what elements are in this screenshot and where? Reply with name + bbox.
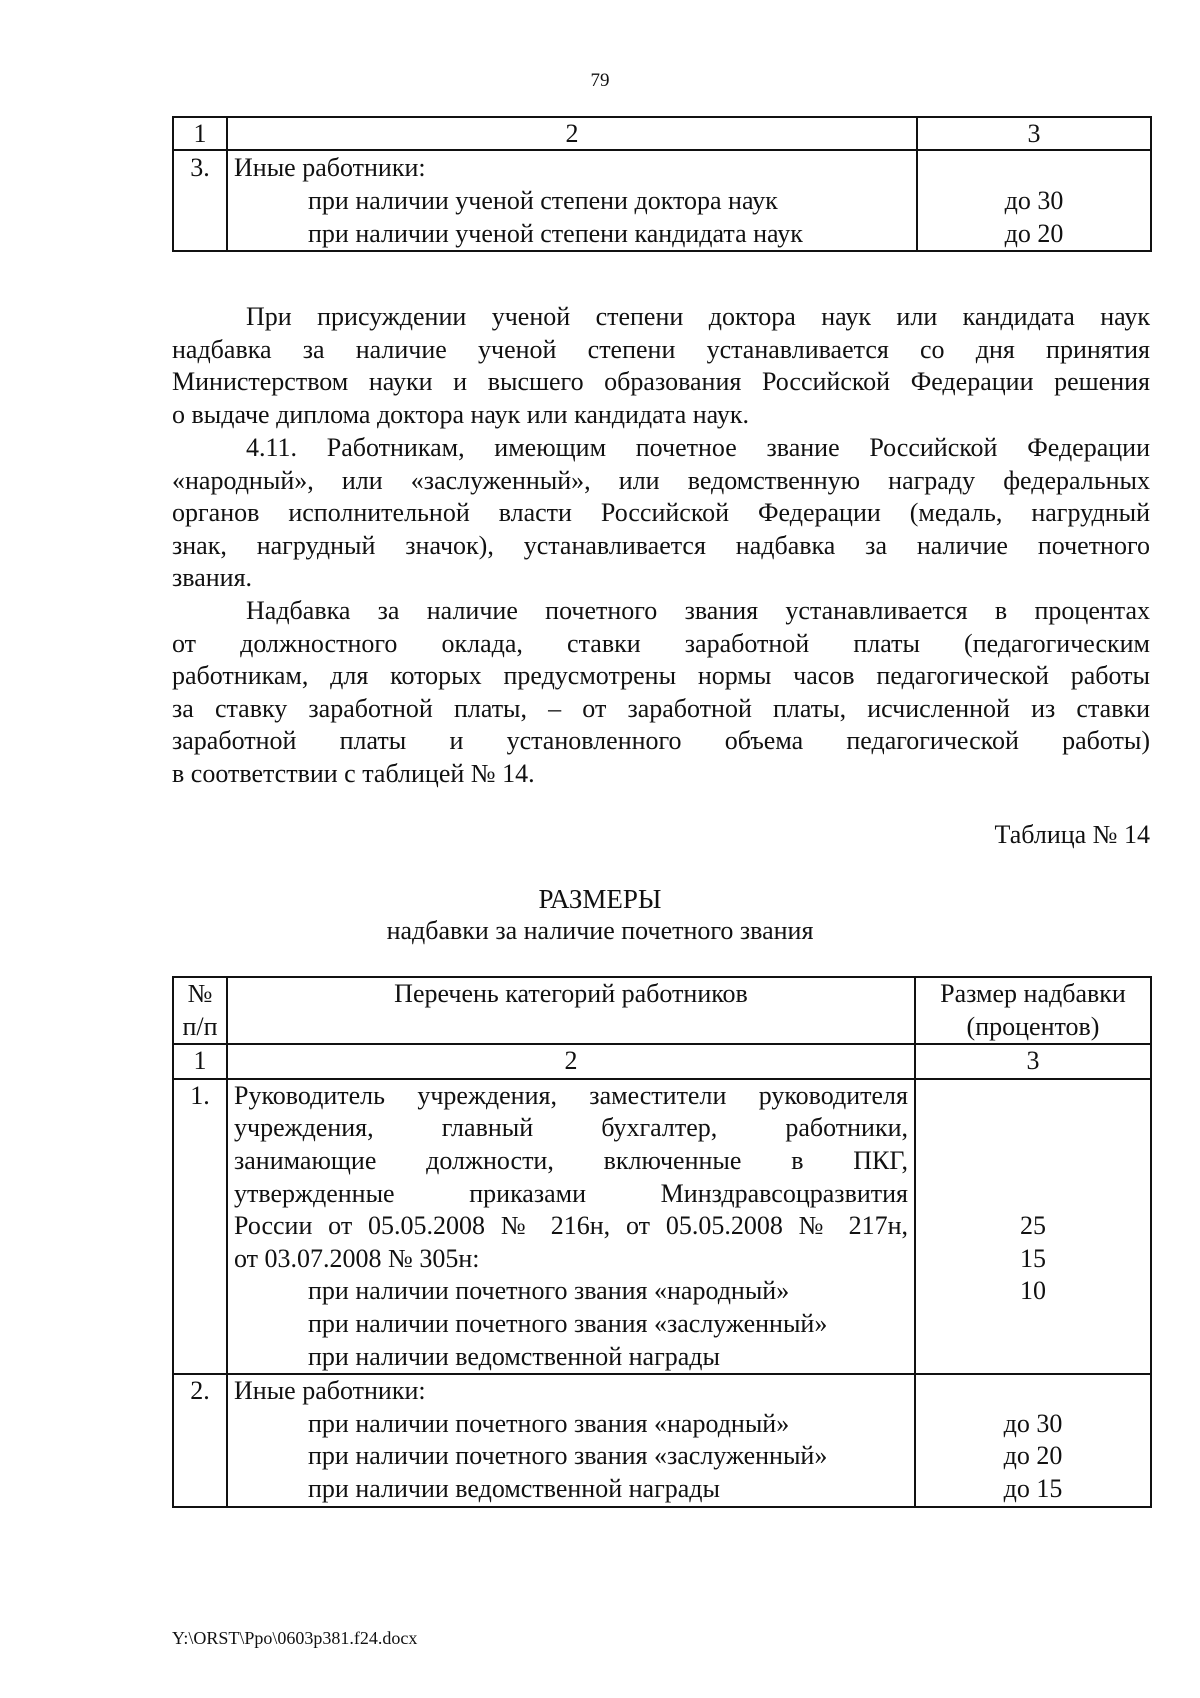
header-line: Размер надбавки	[940, 979, 1126, 1008]
table-13-continuation	[172, 116, 1152, 252]
row-description	[227, 1079, 915, 1374]
description-line: России от 05.05.2008 № 216н, от 05.05.2008 № 217н,	[234, 1211, 908, 1241]
item-value: до 20	[1003, 1441, 1063, 1471]
table-index-row	[173, 1044, 1151, 1079]
paragraph-line: заработной платы и установленного объема педагогической работы)	[172, 726, 1150, 756]
header-line: п/п	[182, 1011, 218, 1041]
row-values	[915, 1079, 1151, 1374]
paragraph-line: за ставку заработной платы, – от заработной платы, исчисленной из ставки	[172, 693, 1150, 723]
col-number-header	[173, 977, 227, 1044]
item-label: при наличии почетного звания «заслуженный»	[308, 1308, 828, 1338]
row-number: 1.	[173, 1079, 227, 1374]
paragraph-line: При присуждении ученой степени доктора наук или кандидата наук	[246, 302, 1150, 331]
col-index-2: 2	[227, 117, 917, 150]
item-value: 25	[1020, 1211, 1046, 1241]
item-label: при наличии ведомственной награды	[308, 1341, 720, 1371]
description-line: от 03.07.2008 № 305н:	[234, 1243, 480, 1273]
col-category-header: Перечень категорий работников	[227, 977, 915, 1044]
file-path-footer: Y:\ORST\Ppo\0603p381.f24.docx	[172, 1628, 418, 1648]
table-14-label: Таблица № 14	[994, 820, 1150, 849]
paragraph-line: в соответствии с таблицей № 14.	[172, 758, 535, 788]
table-14-title: РАЗМЕРЫ	[538, 884, 662, 914]
item-value: до 15	[1003, 1473, 1063, 1503]
row-number: 2.	[173, 1374, 227, 1506]
paragraph-4-11	[172, 432, 1150, 595]
col-index-2: 2	[227, 1044, 915, 1079]
row-values	[917, 150, 1151, 251]
item-label: при наличии почетного звания «народный»	[308, 1276, 790, 1306]
row-values	[915, 1374, 1151, 1506]
description-line: учреждения, главный бухгалтер, работники,	[234, 1113, 908, 1143]
description-line: занимающие должности, включенные в ПКГ,	[234, 1145, 908, 1175]
row-description	[227, 1374, 915, 1506]
table-row	[173, 150, 1151, 251]
description-line: Руководитель учреждения, заместители руководителя	[234, 1080, 908, 1110]
item-label: при наличии почетного звания «заслуженный»	[308, 1441, 828, 1471]
table-header-row	[173, 117, 1151, 150]
description-line: утвержденные приказами Минздравсоцразвития	[234, 1178, 908, 1208]
item-label: при наличии ученой степени кандидата наук	[308, 219, 803, 248]
paragraph-line: звания.	[172, 563, 253, 593]
item-value: до 30	[1004, 186, 1064, 215]
paragraph-line: «народный», или «заслуженный», или ведомственную награду федеральных	[172, 465, 1150, 495]
item-label: при наличии почетного звания «народный»	[308, 1408, 790, 1438]
item-label: при наличии ведомственной награды	[308, 1473, 720, 1503]
table-row	[173, 1374, 1151, 1506]
table-14-subtitle: надбавки за наличие почетного звания	[386, 916, 814, 945]
table-row	[173, 1079, 1151, 1374]
paragraph-degree-award	[172, 301, 1150, 431]
row-title: Иные работники:	[234, 1376, 426, 1406]
paragraph-honorary-title-bonus	[172, 595, 1150, 791]
col-size-header	[915, 977, 1151, 1044]
col-index-3: 3	[917, 117, 1151, 150]
paragraph-line: надбавка за наличие ученой степени устанавливается со дня принятия	[172, 334, 1150, 364]
table-header-row	[173, 977, 1151, 1044]
row-description	[227, 150, 917, 251]
row-title: Иные работники:	[234, 153, 426, 182]
paragraph-line: от должностного оклада, ставки заработной платы (педагогическим	[172, 628, 1150, 658]
col-index-3: 3	[915, 1044, 1151, 1079]
item-label: при наличии ученой степени доктора наук	[308, 186, 778, 215]
item-value: до 20	[1004, 219, 1064, 248]
row-number: 3.	[173, 150, 227, 251]
paragraph-line: Надбавка за наличие почетного звания устанавливается в процентах	[246, 596, 1150, 625]
paragraph-line: органов исполнительной власти Российской Федерации (медаль, нагрудный	[172, 498, 1150, 528]
header-line: №	[187, 979, 213, 1008]
paragraph-line: Министерством науки и высшего образования Российской Федерации решения	[172, 367, 1150, 397]
item-value: до 30	[1003, 1408, 1063, 1438]
header-line: (процентов)	[966, 1011, 1100, 1041]
paragraph-line: работникам, для которых предусмотрены нормы часов педагогической работы	[172, 661, 1150, 691]
table-14	[172, 976, 1152, 1508]
page-number: 79	[590, 70, 610, 91]
paragraph-line: о выдаче диплома доктора наук или кандидата наук.	[172, 399, 750, 429]
col-index-1: 1	[173, 1044, 227, 1079]
item-value: 10	[1020, 1276, 1046, 1306]
paragraph-line: 4.11. Работникам, имеющим почетное звание Российской Федерации	[246, 433, 1150, 462]
col-index-1: 1	[173, 117, 227, 150]
item-value: 15	[1020, 1243, 1046, 1273]
paragraph-line: знак, нагрудный значок), устанавливается надбавка за наличие почетного	[172, 530, 1150, 560]
